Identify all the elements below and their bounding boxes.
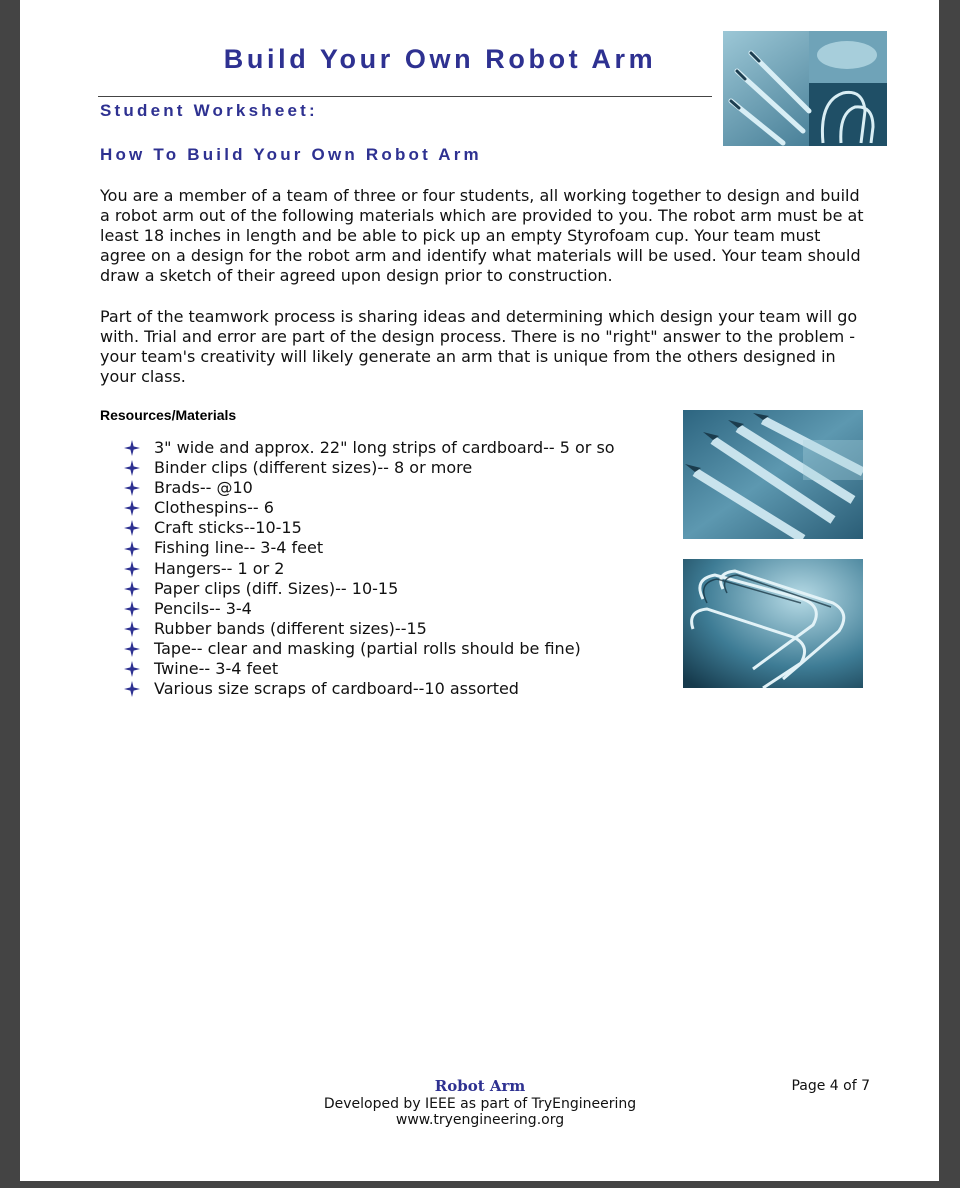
- four-point-star-bullet-icon: [124, 681, 140, 697]
- list-item-text: Tape-- clear and masking (partial rolls should be fine): [154, 638, 581, 658]
- list-item: [124, 619, 615, 639]
- page-number: Page 4 of 7: [791, 1078, 870, 1094]
- materials-list: [124, 438, 615, 699]
- pencils-image: [683, 410, 863, 539]
- list-item-text: Brads-- @10: [154, 478, 253, 498]
- footer-title: Robot Arm: [434, 1077, 526, 1095]
- four-point-star-bullet-icon: [124, 561, 140, 577]
- list-item: [124, 659, 615, 679]
- intro-paragraph: You are a member of a team of three or four students, all working together to design and build a robot arm out of the following materials which are provided to you. The robot arm must be at least 18 inches in length and be able to pick up an empty Styrofoam cup. Your team must agree on a design for the robot arm and identify what materials will be used. Your team should draw a sketch of their agreed upon design prior to construction.: [100, 186, 864, 286]
- worksheet-subheading: Student Worksheet:: [100, 101, 318, 120]
- header-collage-image: [723, 31, 887, 146]
- list-item: [124, 579, 615, 599]
- list-item: [124, 538, 615, 558]
- four-point-star-bullet-icon: [124, 601, 140, 617]
- list-item-text: Craft sticks--10-15: [154, 518, 302, 538]
- list-item-text: Rubber bands (different sizes)--15: [154, 618, 427, 638]
- four-point-star-bullet-icon: [124, 520, 140, 536]
- list-item-text: 3" wide and approx. 22" long strips of cardboard-- 5 or so: [154, 438, 615, 457]
- four-point-star-bullet-icon: [124, 641, 140, 657]
- list-item-text: Various size scraps of cardboard--10 assorted: [154, 679, 519, 699]
- list-item: [124, 498, 615, 518]
- title-divider: [98, 96, 712, 97]
- four-point-star-bullet-icon: [124, 440, 140, 456]
- list-item: [124, 599, 615, 619]
- four-point-star-bullet-icon: [124, 480, 140, 496]
- list-item-text: Binder clips (different sizes)-- 8 or more: [154, 458, 473, 478]
- four-point-star-bullet-icon: [124, 581, 140, 597]
- resources-heading: Resources/Materials: [100, 407, 237, 423]
- four-point-star-bullet-icon: [124, 460, 140, 476]
- list-item: [124, 639, 615, 659]
- list-item-text: Paper clips (diff. Sizes)-- 10-15: [154, 578, 399, 598]
- list-item: [124, 518, 615, 538]
- paper-clips-image: [683, 559, 863, 688]
- teamwork-paragraph: Part of the teamwork process is sharing ideas and determining which design your team will go with. Trial and error are part of the design process. There is no "right" answer to the problem - your team's creativity will likely generate an arm that is unique from the others designed in your class.: [100, 307, 858, 387]
- list-item: [124, 438, 615, 458]
- list-item-text: Clothespins-- 6: [154, 498, 274, 518]
- list-item-text: Twine-- 3-4 feet: [154, 659, 279, 679]
- four-point-star-bullet-icon: [124, 621, 140, 637]
- document-title: Build Your Own Robot Arm: [223, 44, 657, 74]
- list-item: [124, 478, 615, 498]
- list-item: [124, 559, 615, 579]
- four-point-star-bullet-icon: [124, 500, 140, 516]
- footer-url: www.tryengineering.org: [395, 1112, 565, 1128]
- list-item: [124, 679, 615, 699]
- document-page: [20, 0, 939, 1181]
- list-item-text: Pencils-- 3-4: [154, 598, 252, 618]
- footer-developer: Developed by IEEE as part of TryEngineering: [323, 1096, 637, 1112]
- four-point-star-bullet-icon: [124, 541, 140, 557]
- section-heading: How To Build Your Own Robot Arm: [100, 145, 482, 164]
- four-point-star-bullet-icon: [124, 661, 140, 677]
- list-item-text: Fishing line-- 3-4 feet: [154, 538, 324, 558]
- list-item: [124, 458, 615, 478]
- list-item-text: Hangers-- 1 or 2: [154, 558, 285, 578]
